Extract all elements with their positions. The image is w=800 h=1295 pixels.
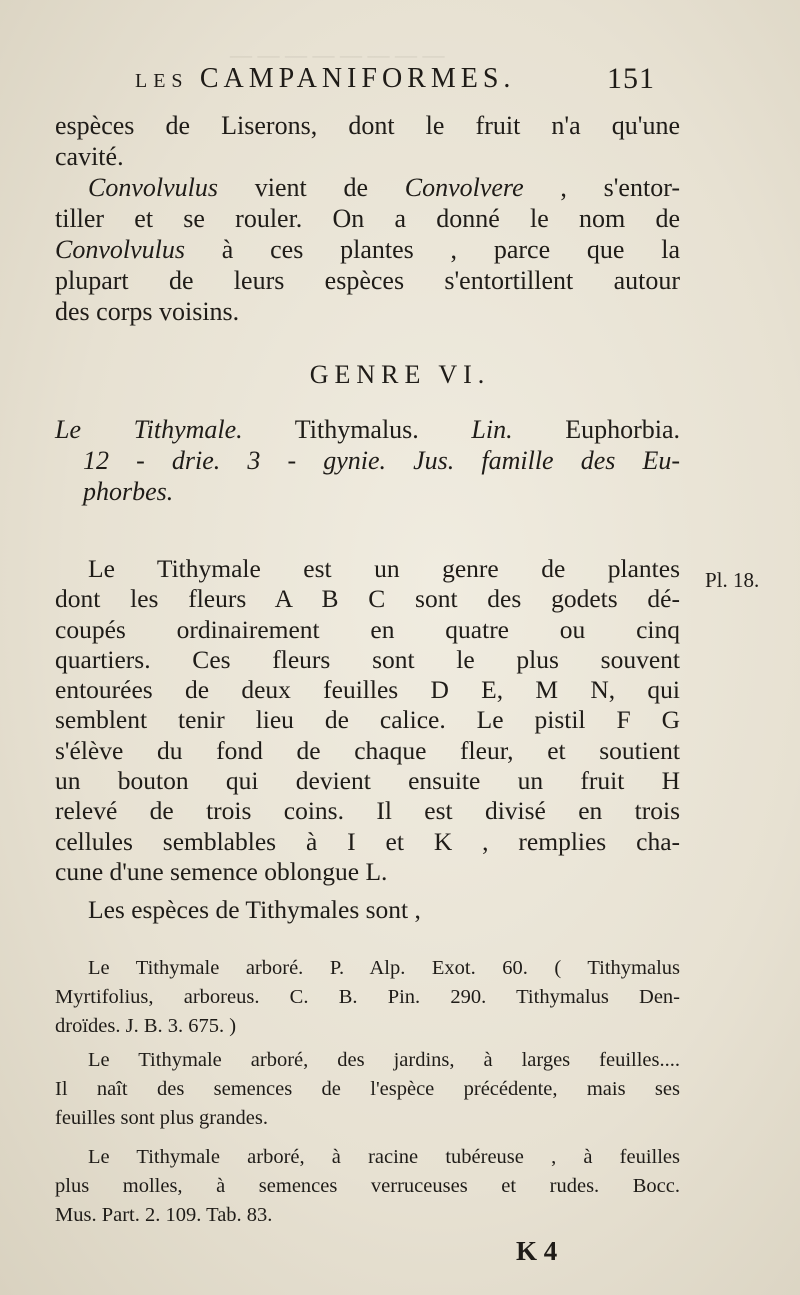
text-line: dont les fleurs A B C sont des godets dé- [55,584,680,614]
running-head [135,62,655,95]
page-number: 151 [607,62,655,95]
running-head-title: CAMPANIFORMES. [199,63,516,94]
text-line: Convolvulus vient de Convolvere , s'entor- [88,173,680,202]
text-line: relevé de trois coins. Il est divisé en trois [55,796,680,826]
italic-term: Convolvere [404,173,524,202]
text-line: Myrtifolius, arboreus. C. B. Pin. 290. Tithymalus Den- [55,986,680,1008]
text-line: tiller et se rouler. On a donné le nom de [55,204,680,233]
text-line: quartiers. Ces fleurs sont le plus souvent [55,644,680,674]
text-line: Mus. Part. 2. 109. Tab. 83. [55,1204,273,1226]
running-head-les: LES [135,70,189,92]
text-line: Le Tithymale est un genre de plantes [88,554,680,583]
text-line: 12 - drie. 3 - gynie. Jus. famille des Eu- [83,446,680,475]
text-line: cellules semblables à I et K , remplies cha- [55,826,680,856]
italic-term: Convolvulus [55,235,185,264]
species-entry [55,954,680,1041]
bleed-through-text: — — — — — — — — [230,42,445,67]
italic-term: Convolvulus [88,173,218,202]
text-line: phorbes. [83,477,174,506]
text-line: Le Tithymale arboré, des jardins, à larges feuilles.... [88,1049,680,1071]
text-line: feuilles sont plus grandes. [55,1107,268,1129]
text-line: un bouton qui devient ensuite un fruit H [55,766,680,796]
text-line: Le Tithymale arboré. P. Alp. Exot. 60. ( Tithymalus [88,957,680,979]
text-line: Convolvulus à ces plantes , parce que la [55,235,680,264]
text-line: des corps voisins. [55,297,240,326]
italic-term: Lin. [471,415,513,444]
text-line: Le Tithymale arboré, à racine tubéreuse , à feuilles [88,1146,680,1168]
text-line: espèces de Liserons, dont le fruit n'a qu'une [55,111,680,140]
text-line: cune d'une semence oblongue L. [55,856,388,886]
text-line: entourées de deux feuilles D E, M N, qui [55,675,680,705]
species-entry [55,1046,680,1133]
text-line: plupart de leurs espèces s'entortillent autour [55,266,680,295]
intro-paragraph [55,110,680,172]
species-intro: Les espèces de Tithymales sont , [88,895,421,925]
plate-reference: Pl. 18. [705,568,760,592]
signature-mark: K 4 [516,1236,558,1266]
species-entry [55,1143,680,1230]
text-line: semblent tenir lieu de calice. Le pistil F G [55,705,680,735]
text-line: plus molles, à semences verruceuses et rudes. Bocc. [55,1175,680,1197]
text-line: coupés ordinairement en quatre ou cinq [55,614,680,644]
text-line: droïdes. J. B. 3. 675. ) [55,1015,237,1037]
text-line: cavité. [55,142,124,171]
text-line: s'élève du fond de chaque fleur, et soutient [55,735,680,765]
etymology-paragraph [55,172,680,327]
text-line: Il naît des semences de l'espèce précédente, mais ses [55,1078,680,1100]
italic-term: Le Tithymale. [55,415,243,444]
genre-heading: GENRE VI. [309,360,491,389]
description-paragraph [55,554,680,926]
genus-header [55,414,680,507]
text-line: Le Tithymale. Tithymalus. Lin. Euphorbia. [55,415,680,444]
